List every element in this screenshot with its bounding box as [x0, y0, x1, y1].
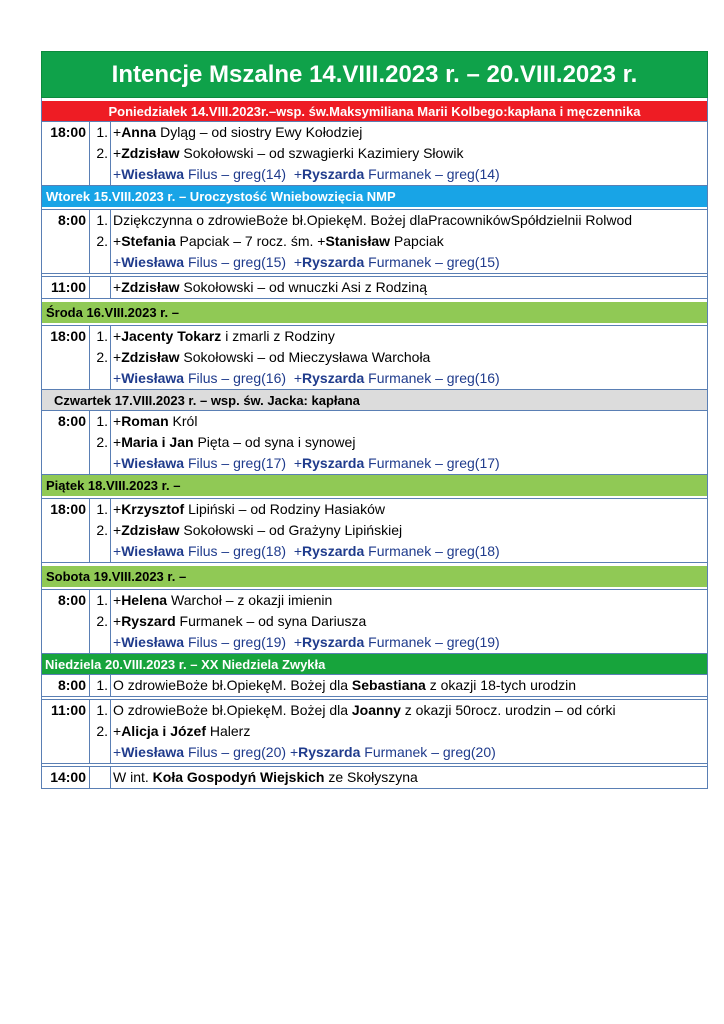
intention-number — [90, 368, 110, 389]
intention-number — [90, 632, 110, 653]
intention-lines — [111, 277, 707, 298]
mass-block-friday — [41, 498, 708, 563]
intention-lines — [111, 210, 707, 273]
gregorian-line: +Wiesława Filus – greg(15) +Ryszarda Furmanek – greg(15) — [113, 254, 500, 270]
day-header-monday: Poniedziałek 14.VIII.2023r.–wsp. św.Maksymiliana Marii Kolbego:kapłana i męczennika — [41, 101, 708, 122]
intention-number — [90, 164, 110, 185]
intention-numbers — [90, 277, 111, 298]
intention-line: O zdrowieBoże bł.OpiekęM. Bożej dla Sebastiana z okazji 18-tych urodzin — [113, 677, 577, 693]
intention-line: +Helena Warchoł – z okazji imienin — [113, 592, 333, 608]
intention-line: +Alicja i Józef Halerz — [113, 723, 251, 739]
intention-lines — [111, 499, 707, 562]
gregorian-line: +Wiesława Filus – greg(17) +Ryszarda Furmanek – greg(17) — [113, 455, 500, 471]
intention-number — [90, 277, 110, 298]
intention-numbers — [90, 411, 111, 474]
intention-numbers — [90, 675, 111, 696]
intention-lines — [111, 675, 707, 696]
intention-line: +Maria i Jan Pięta – od syna i synowej — [113, 434, 356, 450]
gregorian-line: +Wiesława Filus – greg(18) +Ryszarda Furmanek – greg(18) — [113, 543, 500, 559]
intention-number — [90, 767, 110, 788]
intention-number: 1. — [96, 677, 108, 693]
intention-line: +Anna Dyląg – od siostry Ewy Kołodziej — [113, 124, 363, 140]
intention-number — [90, 541, 110, 562]
intention-number: 2. — [96, 723, 108, 739]
mass-time: 18:00 — [42, 326, 90, 389]
intention-lines — [111, 590, 707, 653]
gregorian-line: +Wiesława Filus – greg(16) +Ryszarda Furmanek – greg(16) — [113, 370, 500, 386]
intention-line: Dziękczynna o zdrowieBoże bł.OpiekęM. Bożej dlaPracownikówSpółdzielnii Rolwod — [113, 212, 633, 228]
intention-number: 2. — [96, 145, 108, 161]
mass-time: 11:00 — [42, 700, 90, 763]
intention-number — [90, 252, 110, 273]
intentions-sheet — [41, 51, 708, 789]
intention-line: +Zdzisław Sokołowski – od szwagierki Kazimiery Słowik — [113, 145, 464, 161]
mass-time: 8:00 — [42, 411, 90, 474]
intention-lines — [111, 700, 707, 763]
intention-line: +Jacenty Tokarz i zmarli z Rodziny — [113, 328, 335, 344]
intention-line: +Zdzisław Sokołowski – od Grażyny Lipińskiej — [113, 522, 403, 538]
mass-time: 18:00 — [42, 122, 90, 185]
intention-number: 1. — [96, 413, 108, 429]
mass-block-tuesday-late — [41, 276, 708, 299]
day-header-wednesday: Środa 16.VIII.2023 r. – — [41, 302, 708, 323]
intention-number: 2. — [96, 434, 108, 450]
intention-line: +Zdzisław Sokołowski – od wnuczki Asi z Rodziną — [113, 279, 427, 295]
intention-lines — [111, 122, 707, 185]
mass-block-wednesday — [41, 325, 708, 390]
mass-time: 8:00 — [42, 210, 90, 273]
intention-number: 1. — [96, 212, 108, 228]
day-header-sunday: Niedziela 20.VIII.2023 r. – XX Niedziela Zwykła — [41, 654, 708, 675]
mass-time: 14:00 — [42, 767, 90, 788]
intention-lines — [111, 767, 707, 788]
intention-lines — [111, 326, 707, 389]
intention-line: O zdrowieBoże bł.OpiekęM. Bożej dla Joanny z okazji 50rocz. urodzin – od córki — [113, 702, 616, 718]
mass-time: 18:00 — [42, 499, 90, 562]
intention-number: 2. — [96, 349, 108, 365]
gregorian-line: +Wiesława Filus – greg(19) +Ryszarda Furmanek – greg(19) — [113, 634, 500, 650]
mass-block-sunday-11 — [41, 699, 708, 764]
intention-line: +Ryszard Furmanek – od syna Dariusza — [113, 613, 367, 629]
intention-number: 2. — [96, 522, 108, 538]
intention-number: 1. — [96, 501, 108, 517]
mass-block-tuesday-morning — [41, 209, 708, 274]
day-header-thursday: Czwartek 17.VIII.2023 r. – wsp. św. Jacka: kapłana — [41, 390, 708, 411]
mass-block-monday — [41, 121, 708, 186]
intention-number: 1. — [96, 702, 108, 718]
intention-numbers — [90, 122, 111, 185]
intention-number: 1. — [96, 592, 108, 608]
intention-line: W int. Koła Gospodyń Wiejskich ze Skołyszyna — [113, 769, 418, 785]
mass-time: 8:00 — [42, 590, 90, 653]
intention-numbers — [90, 590, 111, 653]
intention-line: +Roman Król — [113, 413, 198, 429]
intention-numbers — [90, 767, 111, 788]
mass-time: 11:00 — [42, 277, 90, 298]
intention-numbers — [90, 326, 111, 389]
intention-lines — [111, 411, 707, 474]
day-header-tuesday: Wtorek 15.VIII.2023 r. – Uroczystość Wniebowzięcia NMP — [41, 186, 708, 207]
intention-number: 2. — [96, 233, 108, 249]
gregorian-line: +Wiesława Filus – greg(20) +Ryszarda Furmanek – greg(20) — [113, 744, 496, 760]
intention-numbers — [90, 700, 111, 763]
mass-block-sunday-14 — [41, 766, 708, 789]
mass-block-thursday — [41, 410, 708, 475]
intention-number: 2. — [96, 613, 108, 629]
gregorian-line: +Wiesława Filus – greg(14) +Ryszarda Furmanek – greg(14) — [113, 166, 500, 182]
intention-line: +Stefania Papciak – 7 rocz. śm. +Stanisław Papciak — [113, 233, 444, 249]
intention-line: +Krzysztof Lipiński – od Rodziny Hasiaków — [113, 501, 385, 517]
day-header-friday: Piątek 18.VIII.2023 r. – — [41, 475, 708, 496]
intention-numbers — [90, 499, 111, 562]
mass-block-sunday-8 — [41, 674, 708, 697]
mass-block-saturday — [41, 589, 708, 654]
intention-line: +Zdzisław Sokołowski – od Mieczysława Warchoła — [113, 349, 431, 365]
intention-numbers — [90, 210, 111, 273]
mass-time: 8:00 — [42, 675, 90, 696]
intention-number: 1. — [96, 124, 108, 140]
intention-number — [90, 453, 110, 474]
intention-number: 1. — [96, 328, 108, 344]
day-header-saturday: Sobota 19.VIII.2023 r. – — [41, 566, 708, 587]
intention-number — [90, 742, 110, 763]
page-title: Intencje Mszalne 14.VIII.2023 r. – 20.VIII.2023 r. — [41, 51, 708, 98]
